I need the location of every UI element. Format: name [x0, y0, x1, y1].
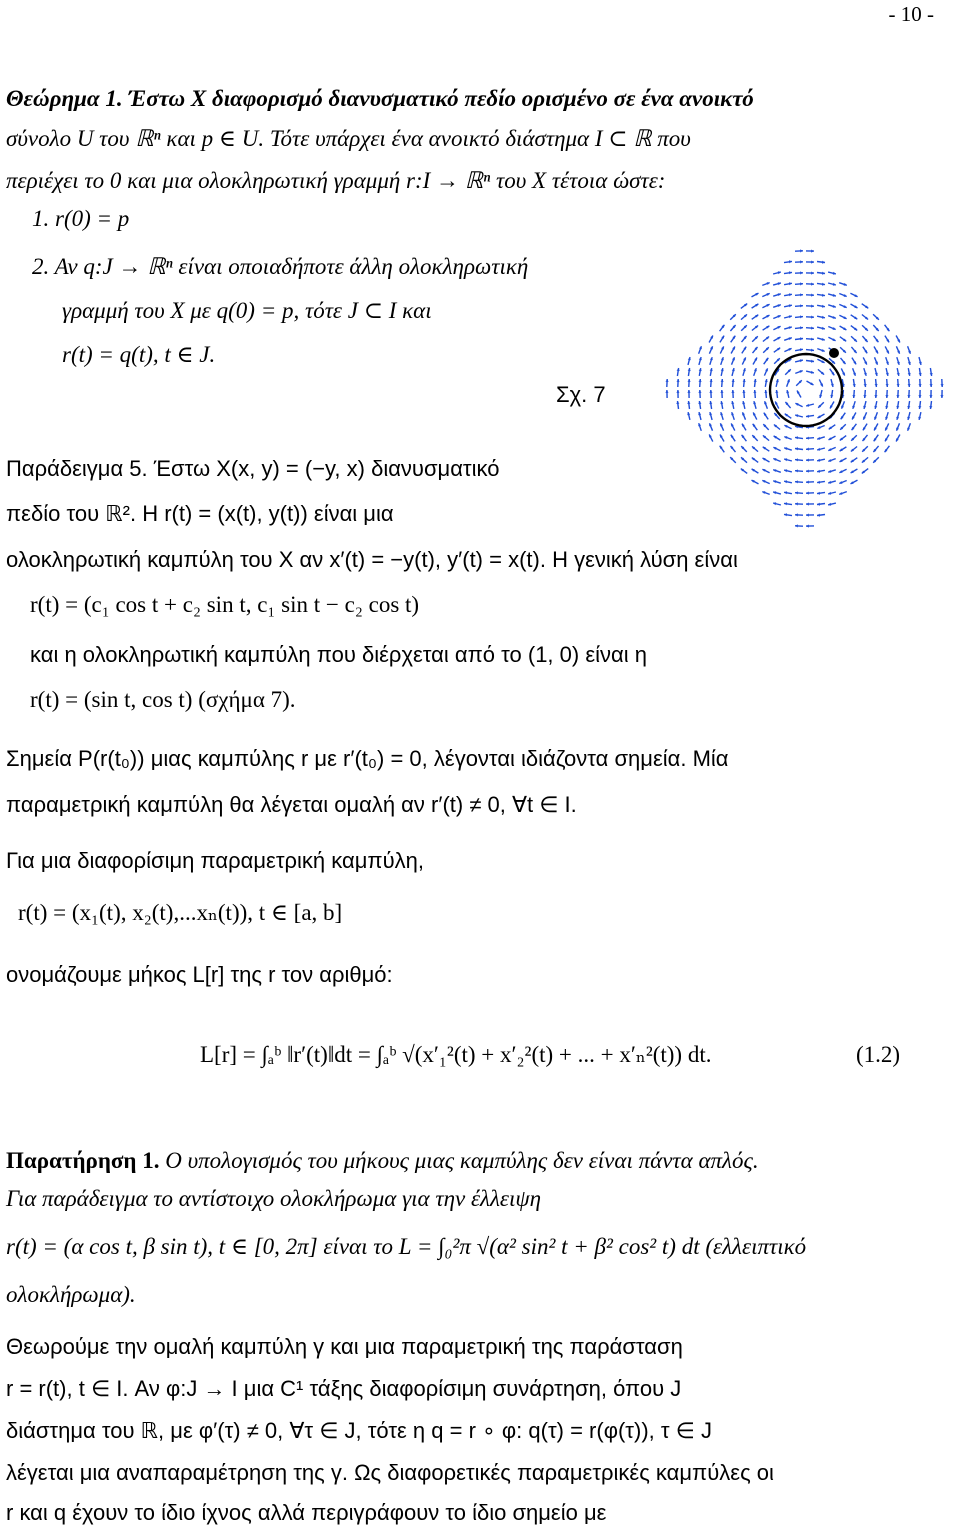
field-arrowhead	[806, 437, 809, 440]
length-formula: L[r] = ∫ₐᵇ ‖r′(t)‖dt = ∫ₐᵇ √(x′₁²(t) + x′₂²(t) + ... + x′ₙ²(t)) dt.	[200, 1040, 711, 1070]
field-arrowhead	[806, 481, 809, 484]
field-arrowhead	[811, 294, 814, 297]
field-arrowhead	[811, 261, 814, 264]
field-arrowhead	[806, 492, 809, 495]
field-arrowhead	[930, 384, 933, 387]
field-arrowhead	[811, 327, 814, 330]
reparam-line-4: λέγεται μια αναπαραμέτρηση της γ. Ως διαφορετικές παραμετρικές καμπύλες οι	[6, 1458, 774, 1488]
field-arrowhead	[806, 459, 809, 462]
field-arrowhead	[811, 316, 814, 319]
rotating-vector-field-icon	[665, 249, 943, 527]
field-arrowhead	[710, 379, 713, 382]
field-arrowhead	[743, 379, 746, 382]
theorem-item-2a: 2. Αν q:J → ℝⁿ είναι οποιαδήποτε άλλη ολοκληρωτική	[32, 252, 528, 282]
field-arrowhead	[885, 395, 888, 398]
field-arrowhead	[896, 395, 899, 398]
field-arrowhead	[863, 395, 866, 398]
field-arrowhead	[800, 282, 803, 285]
field-arrowhead	[806, 514, 809, 517]
field-arrowhead	[852, 395, 855, 398]
field-arrowhead	[811, 305, 814, 308]
field-arrowhead	[811, 250, 814, 253]
field-arrowhead	[806, 525, 809, 528]
field-arrowhead	[665, 390, 668, 393]
field-arrowhead	[886, 384, 889, 387]
field-arrowhead	[800, 304, 803, 307]
field-arrowhead	[800, 249, 803, 252]
field-arrowhead	[709, 390, 712, 393]
field-arrowhead	[929, 395, 932, 398]
example-line-5: και η ολοκληρωτική καμπύλη που διέρχεται από το (1, 0) είναι η	[30, 640, 647, 670]
field-arrowhead	[687, 390, 690, 393]
field-arrowhead	[795, 502, 798, 505]
field-arrowhead	[676, 390, 679, 393]
field-arrowhead	[806, 470, 809, 473]
remark-line-2: Για παράδειγμα το αντίστοιχο ολοκλήρωμα για την έλλειψη	[6, 1184, 541, 1214]
reparam-line-2: r = r(t), t ∈ I. Αν φ:J → I μια C¹ τάξης διαφορίσιμη συνάρτηση, όπου J	[6, 1374, 681, 1404]
field-arrowhead	[811, 272, 814, 275]
reparam-line-1: Θεωρούμε την ομαλή καμπύλη γ και μια παραμετρική της παράσταση	[6, 1332, 683, 1362]
singular-line-1: Σημεία P(r(t₀)) μιας καμπύλης r με r′(t₀) = 0, λέγονται ιδιάζοντα σημεία. Μία	[6, 744, 729, 774]
reparam-line-5: r και q έχουν το ίδιο ίχνος αλλά περιγράφουν το ίδιο σημείο με	[6, 1498, 606, 1528]
singular-line-2: παραμετρική καμπύλη θα λέγεται ομαλή αν r′(t) ≠ 0, ∀t ∈ I.	[6, 790, 577, 820]
start-point	[829, 348, 839, 358]
field-arrowhead	[811, 349, 814, 352]
remark-line-4: ολοκλήρωμα).	[6, 1280, 136, 1310]
field-arrowhead	[795, 524, 798, 527]
theorem-line-3: περιέχει το 0 και μια ολοκληρωτική γραμμή r:I → ℝⁿ του X τέτοια ώστε:	[6, 166, 665, 196]
integral-curve	[770, 354, 842, 426]
field-arrowhead	[677, 379, 680, 382]
theorem-line-2: σύνολο U του ℝⁿ και p ∈ U. Τότε υπάρχει ένα ανοικτό διάστημα I ⊂ ℝ που	[6, 124, 691, 154]
field-arrowhead	[800, 271, 803, 274]
example-line-4: r(t) = (c₁ cos t + c₂ sin t, c₁ sin t − c₂ cos t)	[30, 590, 419, 620]
length-line-3: ονομάζουμε μήκος L[r] της r τον αριθμό:	[6, 960, 393, 990]
reparam-line-3: διάστημα του ℝ, με φ′(τ) ≠ 0, ∀τ ∈ J, τότε η q = r ∘ φ: q(τ) = r(φ(τ)), τ ∈ J	[6, 1416, 712, 1446]
field-arrowhead	[795, 480, 798, 483]
page-number: - 10 -	[889, 0, 935, 28]
theorem-item-2b: γραμμή του X με q(0) = p, τότε J ⊂ I και	[62, 296, 432, 326]
field-arrowhead	[800, 326, 803, 329]
field-arrowhead	[806, 503, 809, 506]
figure-caption: Σχ. 7	[556, 380, 606, 410]
vector-field-figure	[648, 232, 960, 548]
field-arrowhead	[742, 390, 745, 393]
field-arrowhead	[666, 379, 669, 382]
remark-title: Παρατήρηση 1.	[6, 1148, 159, 1173]
length-line-1: Για μια διαφορίσιμη παραμετρική καμπύλη,	[6, 846, 424, 876]
field-arrowhead	[688, 379, 691, 382]
remark-line-1-text: Ο υπολογισμός του μήκους μιας καμπύλης δεν είναι πάντα απλός.	[165, 1148, 758, 1173]
field-arrowhead	[941, 384, 944, 387]
example-line-3: ολοκληρωτική καμπύλη του X αν x′(t) = −y(t), y′(t) = x(t). Η γενική λύση είναι	[6, 545, 738, 575]
field-arrowhead	[907, 395, 910, 398]
field-arrowhead	[795, 513, 798, 516]
field-arrowhead	[699, 379, 702, 382]
theorem-item-1: 1. r(0) = p	[32, 204, 129, 234]
field-arrowhead	[918, 395, 921, 398]
field-arrowhead	[908, 384, 911, 387]
field-arrowhead	[897, 384, 900, 387]
field-arrowhead	[800, 293, 803, 296]
remark-line-3: r(t) = (α cos t, β sin t), t ∈ [0, 2π] είναι το L = ∫₀²π √(α² sin² t + β² cos² t) dt (ελλειπτικό	[6, 1232, 806, 1262]
field-arrowhead	[811, 283, 814, 286]
equation-number: (1.2)	[856, 1040, 900, 1070]
field-arrowhead	[874, 395, 877, 398]
theorem-line-1: Θεώρημα 1. Έστω X διαφορισμό διανυσματικό πεδίο ορισμένο σε ένα ανοικτό	[6, 84, 936, 114]
length-line-2: r(t) = (x₁(t), x₂(t),...xₙ(t)), t ∈ [a, b]	[18, 898, 342, 928]
example-line-6: r(t) = (sin t, cos t) (σχήμα 7).	[30, 685, 296, 715]
field-arrowhead	[940, 395, 943, 398]
field-arrowhead	[795, 469, 798, 472]
field-arrowhead	[721, 379, 724, 382]
field-arrowhead	[795, 458, 798, 461]
field-arrowhead	[753, 390, 756, 393]
field-arrowhead	[720, 390, 723, 393]
field-arrowhead	[919, 384, 922, 387]
field-arrowhead	[731, 390, 734, 393]
field-arrowhead	[795, 491, 798, 494]
example-line-2: πεδίο του ℝ². Η r(t) = (x(t), y(t)) είναι μια	[6, 499, 646, 529]
theorem-item-2c: r(t) = q(t), t ∈ J.	[62, 340, 215, 370]
field-arrowhead	[811, 338, 814, 341]
field-arrowhead	[698, 390, 701, 393]
example-line-1: Παράδειγμα 5. Έστω X(x, y) = (−y, x) διανυσματικό	[6, 454, 499, 484]
field-arrowhead	[800, 315, 803, 318]
remark-line-1	[6, 1146, 759, 1176]
field-arrowhead	[800, 260, 803, 263]
field-arrowhead	[806, 448, 809, 451]
